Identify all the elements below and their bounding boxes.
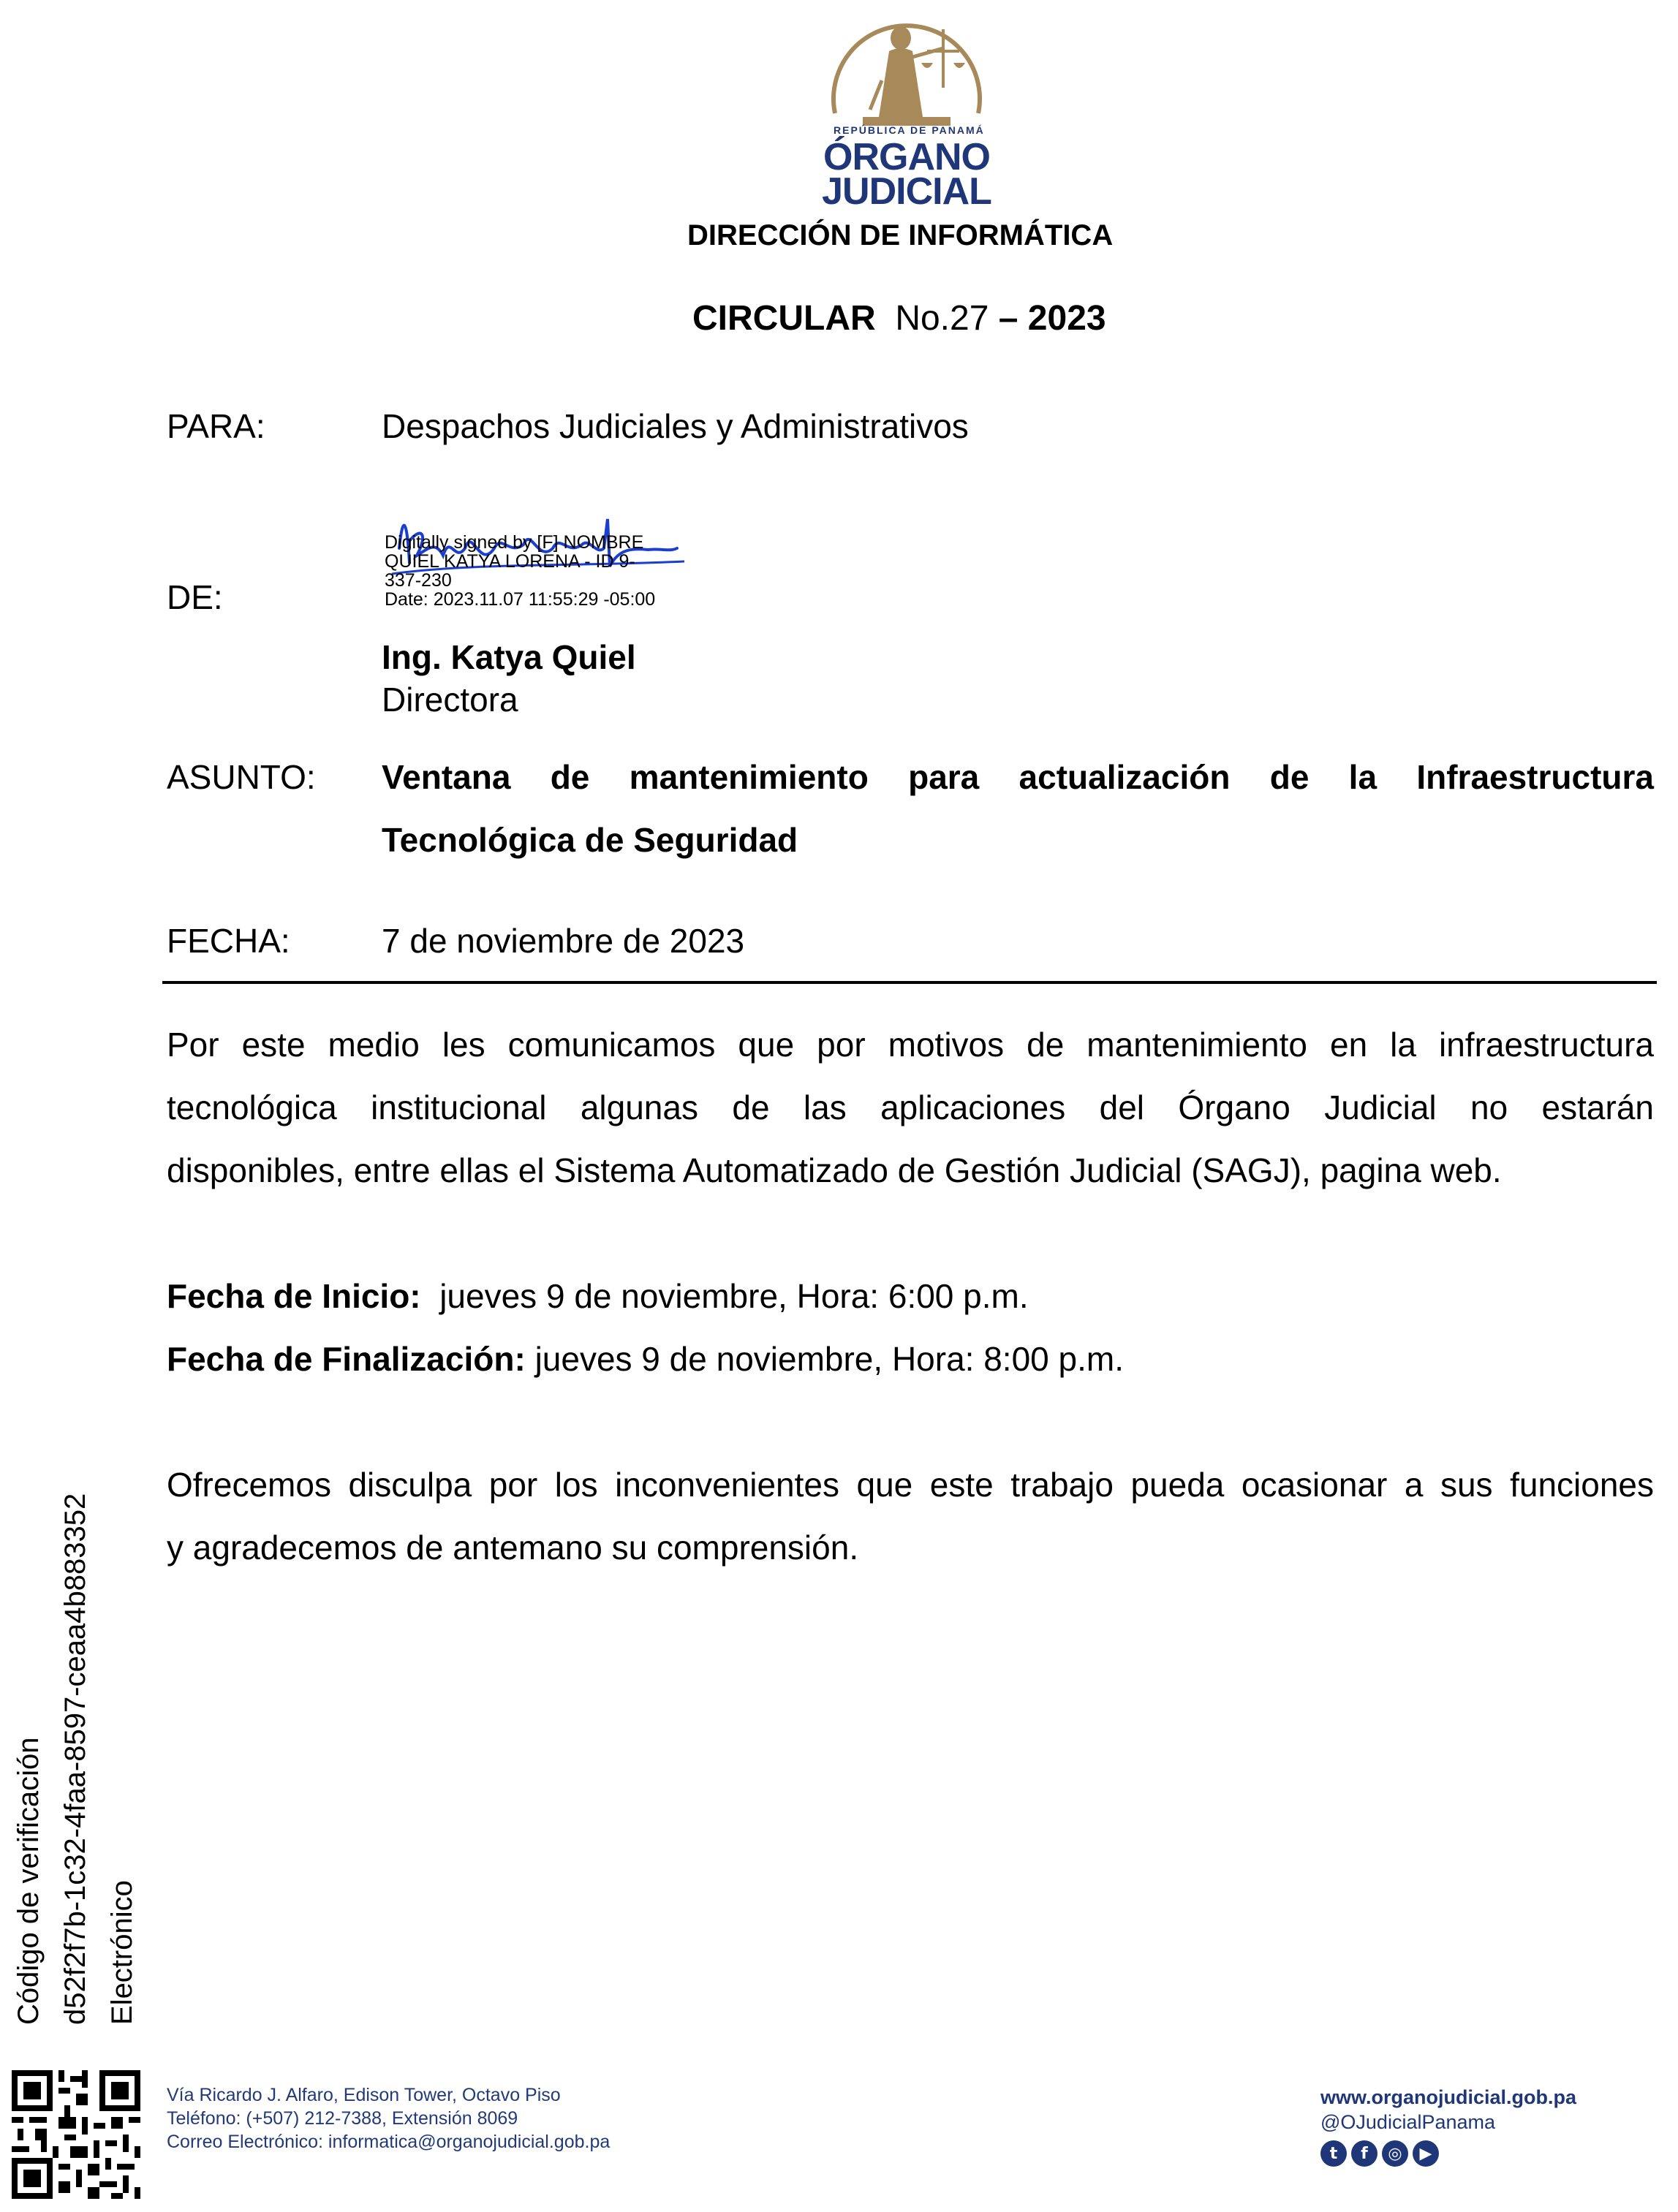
paragraph2-line1: Ofrecemos disculpa por los inconvenientes que este trabajo pueda ocasionar a sus funciones (167, 1466, 1654, 1504)
footer-website[interactable]: www.organojudicial.gob.pa (1320, 2086, 1577, 2108)
asunto-line1: Ventana de mantenimiento para actualización de la Infraestructura (382, 758, 1654, 796)
verification-line3: Electrónico (106, 1880, 138, 2025)
start-date-label: Fecha de Inicio: (167, 1277, 421, 1315)
paragraph1-line1: Por este medio les comunicamos que por motivos de mantenimiento en la infraestructura (167, 1026, 1654, 1064)
logo-line1: ÓRGANO (823, 136, 990, 178)
circular-title (692, 298, 1106, 338)
start-date-value: jueves 9 de noviembre, Hora: 6:00 p.m. (439, 1277, 1029, 1315)
footer-phone: Teléfono: (+507) 212-7388, Extensión 8069 (167, 2108, 518, 2129)
circular-dash: – (998, 299, 1018, 338)
logo-line2: JUDICIAL (822, 170, 991, 213)
footer-handle[interactable]: @OJudicialPanama (1320, 2111, 1496, 2133)
fecha-label: FECHA: (167, 922, 290, 960)
circular-label: CIRCULAR (692, 299, 876, 338)
end-date-line (167, 1339, 1124, 1379)
footer-address: Vía Ricardo J. Alfaro, Edison Tower, Octavo Piso (167, 2085, 561, 2105)
para-label: PARA: (167, 407, 265, 445)
circular-year: 2023 (1027, 299, 1106, 338)
logo-country: REPÚBLICA DE PANAMÁ (834, 124, 985, 136)
paragraph1-line2: tecnológica institucional algunas de las aplicaciones del Órgano Judicial no estarán (167, 1088, 1654, 1126)
start-date-line (167, 1276, 1029, 1316)
para-value: Despachos Judiciales y Administrativos (382, 407, 969, 445)
signer-name: Ing. Katya Quiel (382, 638, 636, 676)
organo-judicial-logo (819, 0, 994, 212)
asunto-line2: Tecnológica de Seguridad (382, 821, 798, 859)
end-date-value: jueves 9 de noviembre, Hora: 8:00 p.m. (534, 1340, 1124, 1378)
facebook-icon[interactable]: f (1351, 2140, 1377, 2167)
end-date-label: Fecha de Finalización: (167, 1340, 526, 1378)
verification-code: d52f2f7b-1c32-4faa-8597-ceaa4b883352 (59, 1493, 91, 2025)
youtube-icon[interactable]: ▶ (1413, 2140, 1439, 2167)
fecha-value: 7 de noviembre de 2023 (382, 922, 745, 960)
social-icons (1320, 2140, 1443, 2167)
paragraph2-line2: y agradecemos de antemano su comprensión. (167, 1529, 859, 1567)
verification-block (13, 1469, 145, 2025)
footer-email: Correo Electrónico: informatica@organojudicial.gob.pa (167, 2132, 611, 2152)
signature-line3: 337-230 (385, 570, 452, 591)
de-label: DE: (167, 578, 223, 616)
paragraph1-line3: disponibles, entre ellas el Sistema Automatizado de Gestión Judicial (SAGJ), pagina web. (167, 1151, 1502, 1189)
signature-line1: Digitally signed by [F] NOMBRE (385, 532, 644, 553)
asunto-label: ASUNTO: (167, 758, 316, 796)
verification-line1: Código de verificación (12, 1737, 45, 2025)
instagram-icon[interactable]: ◎ (1382, 2140, 1408, 2167)
signature-line4: Date: 2023.11.07 11:55:29 -05:00 (385, 589, 656, 610)
header-divider (162, 981, 1657, 984)
twitter-icon[interactable]: t (1320, 2140, 1347, 2167)
department-title: DIRECCIÓN DE INFORMÁTICA (687, 219, 1114, 251)
signature-line2: QUIEL KATYA LORENA - ID 9- (385, 551, 635, 572)
circular-number: No.27 (895, 299, 989, 338)
signer-title: Directora (382, 681, 518, 719)
qr-code-icon (12, 2070, 140, 2199)
digital-signature-block (385, 504, 692, 614)
